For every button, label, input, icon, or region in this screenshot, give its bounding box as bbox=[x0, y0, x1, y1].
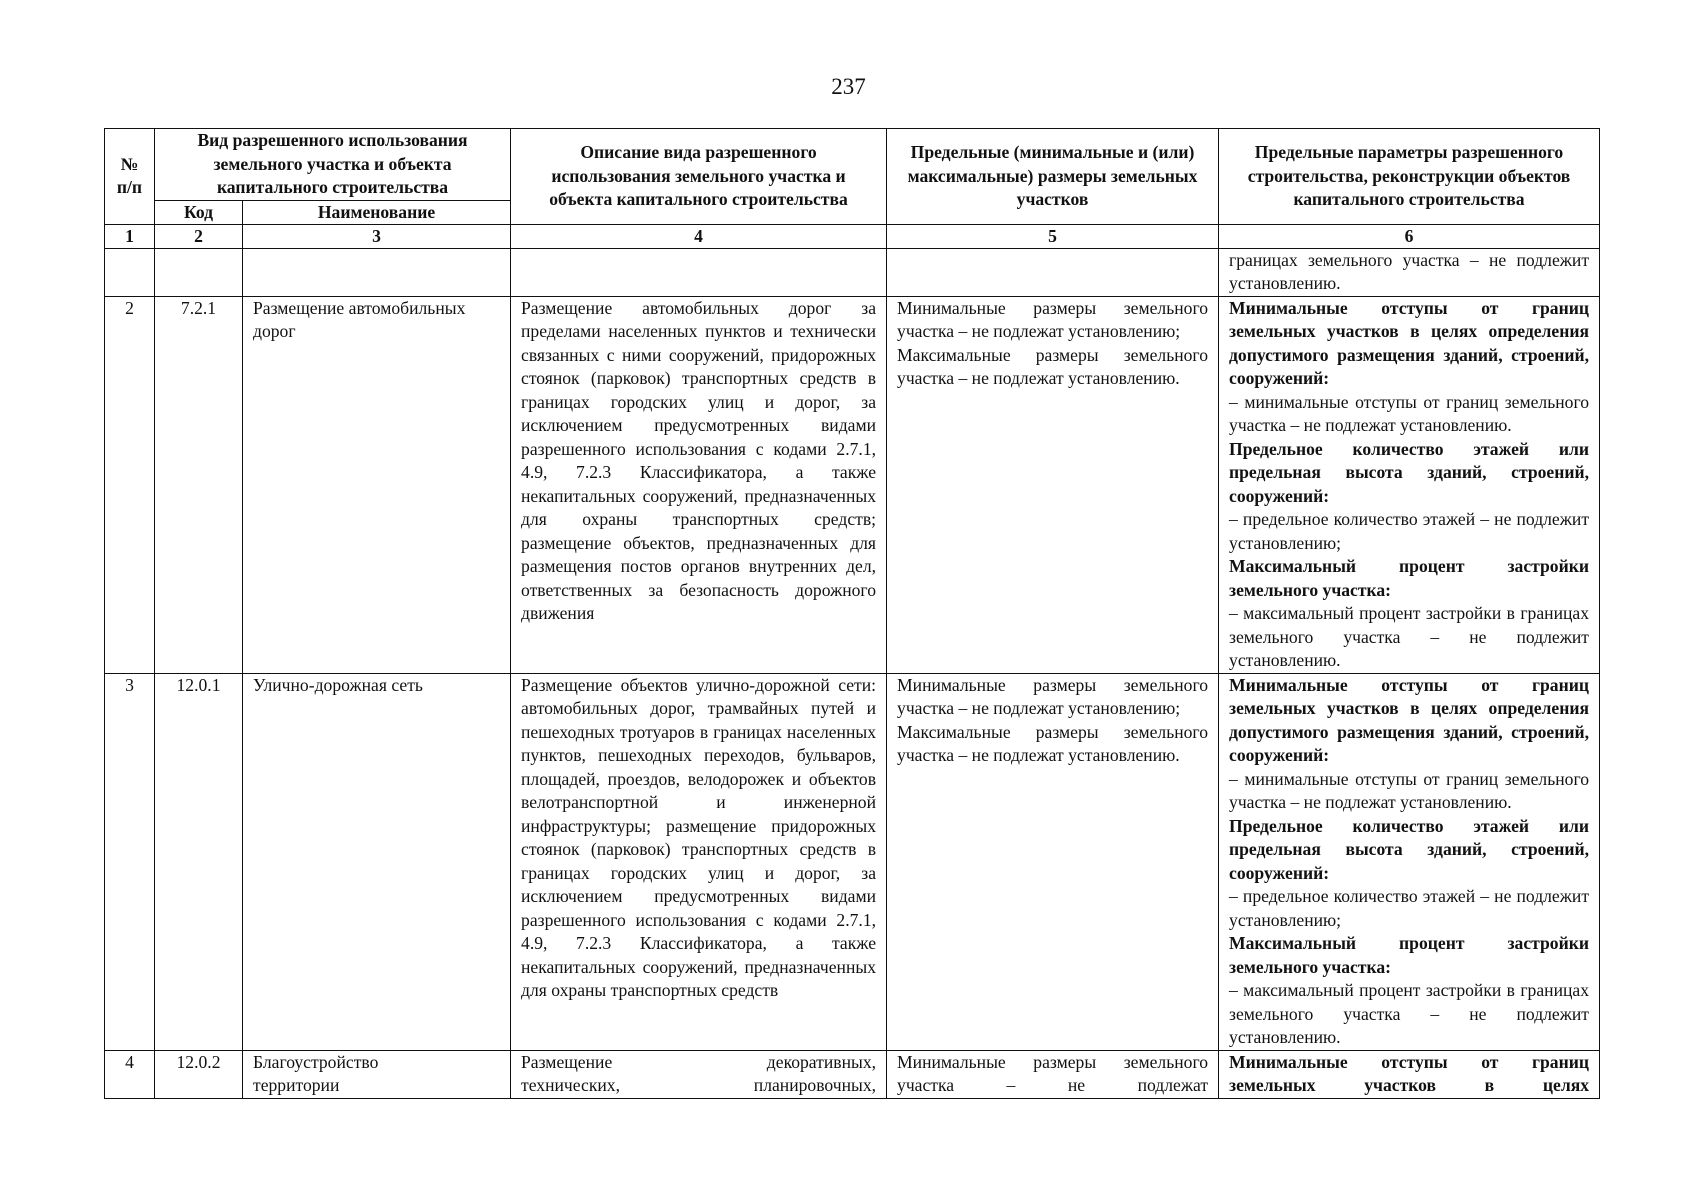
cell-name bbox=[243, 1050, 511, 1098]
header-name: Наименование bbox=[243, 200, 511, 224]
sizes-line: Минимальные размеры земельного bbox=[897, 1051, 1209, 1072]
column-number: 5 bbox=[887, 224, 1219, 248]
table-row-continuation bbox=[105, 248, 1600, 296]
header-plot-sizes: Предельные (минимальные и (или) максимальные) размеры земельных участков bbox=[887, 129, 1219, 225]
cell-plot-sizes bbox=[887, 1050, 1219, 1098]
param-heading-line: земельных участков в целях bbox=[1229, 1075, 1590, 1095]
param-floors-text: – предельное количество этажей – не подлежит установлению; bbox=[1229, 509, 1590, 553]
param-heading-line: Минимальные отступы от границ bbox=[1229, 1051, 1590, 1072]
table-row bbox=[105, 296, 1600, 673]
description-line: технических, планировочных, bbox=[521, 1075, 877, 1095]
cell-description: Размещение объектов улично-дорожной сети: автомобильных дорог, трамвайных путей и пешеходных тротуаров в границах населенных пунктов, пешеходных переходов, бульваров, площадей, проездов, велодорожек и объектов велотранспортной и инженерной инфраструктуры; размещение придорожных стоянок (парковок) транспортных средств в границах городских улиц и дорог, за исключением предусмотренных видами разрешенного использования с кодами 2.7.1, 4.9, 7.2.3 Классификатора, а также некапитальных сооружений, предназначенных для охраны транспортных средств bbox=[511, 673, 887, 1050]
sizes-line: участка – не подлежат bbox=[897, 1075, 1209, 1095]
cell-empty bbox=[243, 248, 511, 296]
header-parameters: Предельные параметры разрешенного строительства, реконструкции объектов капитального строительства bbox=[1219, 129, 1600, 225]
cell-parameters bbox=[1219, 1050, 1600, 1098]
param-floors-text: – предельное количество этажей – не подлежит установлению; bbox=[1229, 886, 1590, 930]
cell-empty bbox=[155, 248, 243, 296]
cell-name: Улично-дорожная сеть bbox=[243, 673, 511, 1050]
sizes-min-text: Минимальные размеры земельного участка – не подлежат установлению; bbox=[897, 297, 1209, 341]
sizes-max-text: Максимальные размеры земельного участка – не подлежат установлению. bbox=[897, 721, 1209, 765]
cell-plot-sizes bbox=[887, 296, 1219, 673]
cell-num: 2 bbox=[105, 296, 155, 673]
cell-plot-sizes bbox=[887, 673, 1219, 1050]
cell-empty bbox=[887, 248, 1219, 296]
header-code: Код bbox=[155, 200, 243, 224]
param-setback-heading: Минимальные отступы от границ земельных участков в целях определения допустимого размещения зданий, строений, сооружений: bbox=[1229, 297, 1590, 388]
header-num: № п/п bbox=[105, 129, 155, 225]
param-setback-text: – минимальные отступы от границ земельного участка – не подлежат установлению. bbox=[1229, 391, 1590, 435]
cell-description bbox=[511, 1050, 887, 1098]
sizes-max-text: Максимальные размеры земельного участка – не подлежат установлению. bbox=[897, 344, 1209, 388]
table-row-partial bbox=[105, 1050, 1600, 1098]
cell-num: 4 bbox=[105, 1050, 155, 1098]
cell-params-continuation: границах земельного участка – не подлежит установлению. bbox=[1219, 248, 1600, 296]
param-floors-heading: Предельное количество этажей или предельная высота зданий, строений, сооружений: bbox=[1229, 438, 1590, 506]
column-number: 4 bbox=[511, 224, 887, 248]
param-coverage-heading: Максимальный процент застройки земельного участка: bbox=[1229, 933, 1590, 977]
description-line: Размещение декоративных, bbox=[521, 1051, 877, 1072]
table-row bbox=[105, 673, 1600, 1050]
cell-description: Размещение автомобильных дорог за пределами населенных пунктов и технически связанных с ними сооружений, придорожных стоянок (парковок) транспортных средств в границах городских улиц и дорог, за исключением предусмотренных видами разрешенного использования с кодами 2.7.1, 4.9, 7.2.3 Классификатора, а также некапитальных сооружений, предназначенных для охраны транспортных средств; размещение объектов, предназначенных для размещения постов органов внутренних дел, ответственных за безопасность дорожного движения bbox=[511, 296, 887, 673]
param-coverage-text: – максимальный процент застройки в границах земельного участка – не подлежит установлению. bbox=[1229, 603, 1590, 670]
param-setback-text: – минимальные отступы от границ земельного участка – не подлежат установлению. bbox=[1229, 768, 1590, 812]
page-number: 237 bbox=[831, 74, 866, 99]
cell-code: 12.0.2 bbox=[155, 1050, 243, 1098]
cell-parameters bbox=[1219, 673, 1600, 1050]
column-number: 6 bbox=[1219, 224, 1600, 248]
name-line: Благоустройство bbox=[253, 1051, 379, 1072]
cell-code: 12.0.1 bbox=[155, 673, 243, 1050]
cell-num: 3 bbox=[105, 673, 155, 1050]
cell-code: 7.2.1 bbox=[155, 296, 243, 673]
param-coverage-text: – максимальный процент застройки в границах земельного участка – не подлежит установлению. bbox=[1229, 980, 1590, 1047]
column-number: 2 bbox=[155, 224, 243, 248]
column-number: 1 bbox=[105, 224, 155, 248]
header-use-type-group: Вид разрешенного использования земельного участка и объекта капитального строительства bbox=[155, 129, 511, 201]
sizes-min-text: Минимальные размеры земельного участка – не подлежат установлению; bbox=[897, 674, 1209, 718]
param-floors-heading: Предельное количество этажей или предельная высота зданий, строений, сооружений: bbox=[1229, 815, 1590, 883]
cell-empty bbox=[511, 248, 887, 296]
param-coverage-heading: Максимальный процент застройки земельного участка: bbox=[1229, 556, 1590, 600]
cell-parameters bbox=[1219, 296, 1600, 673]
cell-empty bbox=[105, 248, 155, 296]
header-description: Описание вида разрешенного использования земельного участка и объекта капитального строительства bbox=[511, 129, 887, 225]
column-number: 3 bbox=[243, 224, 511, 248]
land-use-table bbox=[104, 128, 1600, 1099]
cell-name: Размещение автомобильных дорог bbox=[243, 296, 511, 673]
name-line: территории bbox=[253, 1075, 340, 1095]
param-setback-heading: Минимальные отступы от границ земельных участков в целях определения допустимого размещения зданий, строений, сооружений: bbox=[1229, 674, 1590, 765]
column-number-row bbox=[105, 224, 1600, 248]
